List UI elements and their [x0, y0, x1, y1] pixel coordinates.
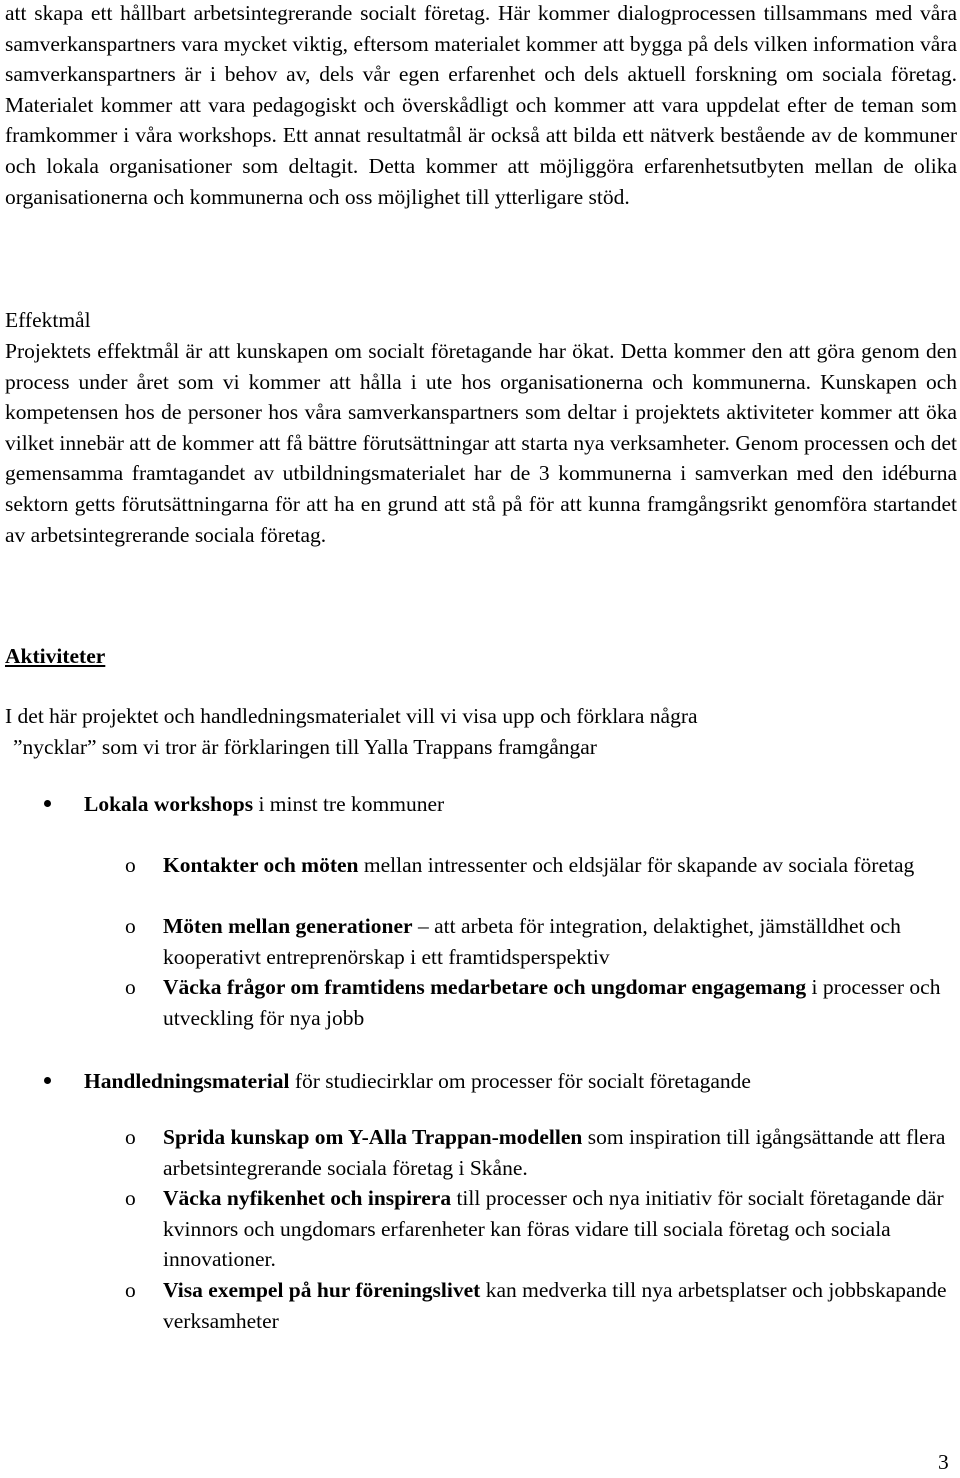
list-item-text: i processer och utveckling för nya jobb [163, 975, 941, 1030]
list-item [163, 1183, 958, 1275]
circle-marker-icon: o [125, 853, 136, 877]
list-item [163, 911, 958, 972]
bullet-dot-icon [44, 800, 51, 807]
list-item-text: för studiecirklar om processer för socialt företagande [289, 1069, 751, 1093]
list-item-text: som inspiration till igångsättande att flera arbetsintegrerande sociala företag i Skåne. [163, 1125, 946, 1180]
circle-marker-icon: o [125, 1125, 136, 1149]
list-item-text: till processer och nya initiativ för socialt företagande där kvinnors och ungdomars erfarenheter kan föras vidare till sociala företag och sociala innovationer. [163, 1186, 944, 1272]
aktiviteter-intro-line1: I det här projektet och handledningsmaterialet vill vi visa upp och förklara några [5, 704, 698, 728]
list-item-text: kan medverka till nya arbetsplatser och jobbskapande verksamheter [163, 1278, 947, 1333]
list-item-text: – att arbeta för integration, delaktighet, jämställdhet och kooperativt entreprenörskap i ett framtidsperspektiv [163, 914, 901, 969]
list-item-bold: Kontakter och möten [163, 853, 359, 877]
list-item [163, 850, 958, 881]
page-number: 3 [938, 1450, 949, 1474]
list-item-bold: Sprida kunskap om Y-Alla Trappan-modellen [163, 1125, 583, 1149]
bullet-dot-icon [44, 1077, 51, 1084]
circle-marker-icon: o [125, 975, 136, 999]
aktiviteter-intro-line2: ”nycklar” som vi tror är förklaringen till Yalla Trappans framgångar [13, 734, 597, 759]
circle-marker-icon: o [125, 914, 136, 938]
list-item-text: mellan intressenter och eldsjälar för skapande av sociala företag [358, 853, 915, 877]
circle-marker-icon: o [125, 1186, 136, 1210]
list-item [84, 789, 954, 820]
list-item-bold: Visa exempel på hur föreningslivet [163, 1278, 481, 1302]
aktiviteter-intro [5, 701, 957, 762]
effektmal-heading: Effektmål [5, 308, 91, 332]
intro-paragraph: att skapa ett hållbart arbetsintegrerande socialt företag. Här kommer dialogprocessen tillsammans med våra samverkanspartners vara mycket viktig, eftersom materialet kommer att bygga på dels vilken information våra samverkanspartners är i behov av, dels vår egen erfarenhet och dels aktuell forskning om sociala företag. Materialet kommer att vara pedagogiskt och överskådligt och kommer att vara uppdelat efter de teman som framkommer i våra workshops. Ett annat resultatmål är också att bilda ett nätverk bestående av de kommuner och lokala organisationer som deltagit. Detta kommer att möjliggöra erfarenhetsutbyten mellan de olika organisationerna och kommunerna och oss möjlighet till ytterligare stöd. [5, 1, 957, 209]
list-item-bold: Väcka nyfikenhet och inspirera [163, 1186, 452, 1210]
circle-marker-icon: o [125, 1278, 136, 1302]
list-item-text: i minst tre kommuner [253, 792, 445, 816]
list-item [163, 972, 958, 1033]
list-item-bold: Handledningsmaterial [84, 1069, 290, 1093]
aktiviteter-heading: Aktiviteter [5, 644, 106, 668]
list-item [163, 1275, 958, 1336]
list-item-bold: Möten mellan generationer [163, 914, 413, 938]
list-item-bold: Väcka frågor om framtidens medarbetare och ungdomar engagemang [163, 975, 807, 999]
effektmal-paragraph: Projektets effektmål är att kunskapen om socialt företagande har ökat. Detta kommer den att göra genom den process under året som vi kommer att hålla i ute hos organisationerna och kommunerna. Kunskapen och kompetensen hos de personer hos våra samverkanspartners som deltar i projektets aktiviteter kommer att öka vilket innebär att de kommer att få bättre förutsättningar att starta nya verksamheter. Genom processen och det gemensamma framtagandet av utbildningsmaterialet har de 3 kommunerna i samverkan med den idéburna sektorn getts förutsättningarna för att ha en grund att stå på för att kunna framgångsrikt genomföra startandet av arbetsintegrerande sociala företag. [5, 339, 957, 547]
list-item [84, 1066, 954, 1097]
list-item [163, 1122, 958, 1183]
list-item-bold: Lokala workshops [84, 792, 254, 816]
